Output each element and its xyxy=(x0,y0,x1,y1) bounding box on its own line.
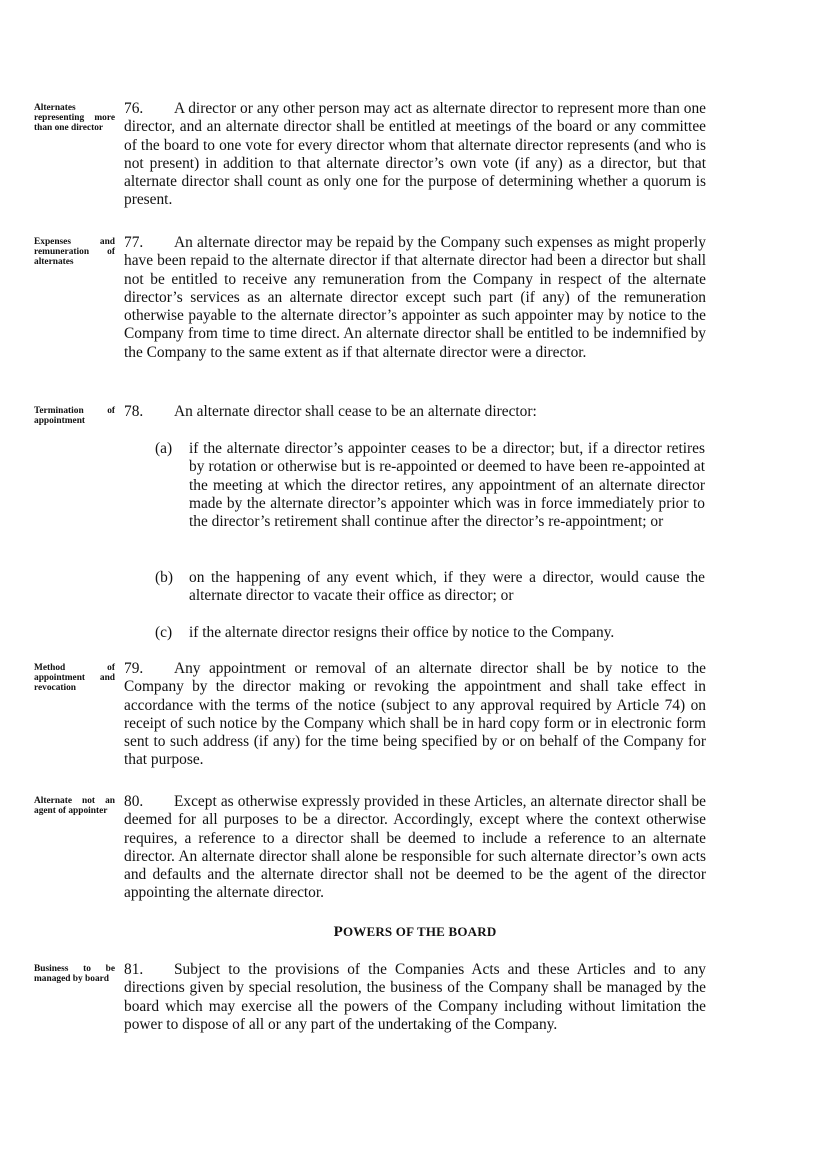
article-text: Any appointment or removal of an alternate director shall be by notice to the Company by the director making or revoking the appointment and shall take effect in accordance with the terms of the notice (subject to any approval required by Article 74) on receipt of such notice by the Company which shall be in hard copy form or in electronic form sent to such address (if any) for the time being specified by or on behalf of the Company for that purpose. xyxy=(124,660,706,769)
subitem-label: (b) xyxy=(155,569,173,586)
article-body xyxy=(124,793,706,903)
article-text: An alternate director shall cease to be an alternate director: xyxy=(174,403,537,420)
article-number: 80. xyxy=(124,793,144,810)
margin-note: Method of appointment and revocation xyxy=(34,663,115,693)
article-text: A director or any other person may act as alternate director to represent more than one director, and an alternate director shall be entitled at meetings of the board or any committee of the board to one vote for every director whom that alternate director represents (and who is not present) in addition to that alternate director’s own vote (if any) as a director, but that alternate director shall count as only one for the purpose of determining whether a quorum is present. xyxy=(124,100,706,209)
section-heading-rest: OWERS OF THE BOARD xyxy=(342,924,497,939)
article-number: 77. xyxy=(124,234,144,251)
margin-note: Business to be managed by board xyxy=(34,964,115,984)
subitem-label: (c) xyxy=(155,624,173,641)
article-number: 76. xyxy=(124,100,144,117)
margin-note: Alternate not an agent of appointer xyxy=(34,796,115,816)
article-number: 79. xyxy=(124,660,144,677)
article-body xyxy=(124,234,706,362)
subitem-text: if the alternate director resigns their office by notice to the Company. xyxy=(189,624,615,641)
article-text: Except as otherwise expressly provided in these Articles, an alternate director shall be deemed for all purposes to be a director. Accordingly, except where the context otherwise requires, a reference to a director shall be deemed to include a reference to an alternate director. An alternate director shall alone be responsible for such alternate director’s own acts and defaults and the alternate director shall not be deemed to be the agent of the director appointing the alternate director. xyxy=(124,793,706,902)
article-body xyxy=(124,961,706,1034)
subitem-text: on the happening of any event which, if they were a director, would cause the alternate director to vacate their office as director; or xyxy=(189,569,705,605)
margin-note: Alternates representing more than one director xyxy=(34,103,115,133)
subitem-text: if the alternate director’s appointer ceases to be a director; but, if a director retires by rotation or otherwise but is re-appointed or deemed to have been re-appointed at the meeting at which the director retires, any appointment of an alternate director made by the alternate director’s appointer which was in force immediately prior to the director’s retirement shall continue after the director’s re-appointment; or xyxy=(189,440,705,531)
margin-note: Termination of appointment xyxy=(34,406,115,426)
article-body xyxy=(124,100,706,210)
article-body xyxy=(124,660,706,770)
margin-note: Expenses and remuneration of alternates xyxy=(34,237,115,267)
article-text: Subject to the provisions of the Companies Acts and these Articles and to any directions given by special resolution, the business of the Company shall be managed by the board which may exercise all the powers of the Company including without limitation the power to dispose of all or any part of the undertaking of the Company. xyxy=(124,961,706,1033)
article-body xyxy=(124,403,706,421)
article-number: 78. xyxy=(124,403,144,420)
section-heading-initial: P xyxy=(333,924,343,940)
article-text: An alternate director may be repaid by the Company such expenses as might properly have been repaid to the alternate director if that alternate director had been a director but shall not be entitled to receive any remuneration from the Company in respect of the alternate director’s services as an alternate director except such part (if any) of the remuneration otherwise payable to the alternate director’s appointer as such appointer may by notice to the Company from time to time direct. An alternate director shall be entitled to be indemnified by the Company to the same extent as if that alternate director were a director. xyxy=(124,234,706,361)
article-number: 81. xyxy=(124,961,144,978)
section-heading xyxy=(124,924,706,941)
subitem-label: (a) xyxy=(155,440,173,457)
